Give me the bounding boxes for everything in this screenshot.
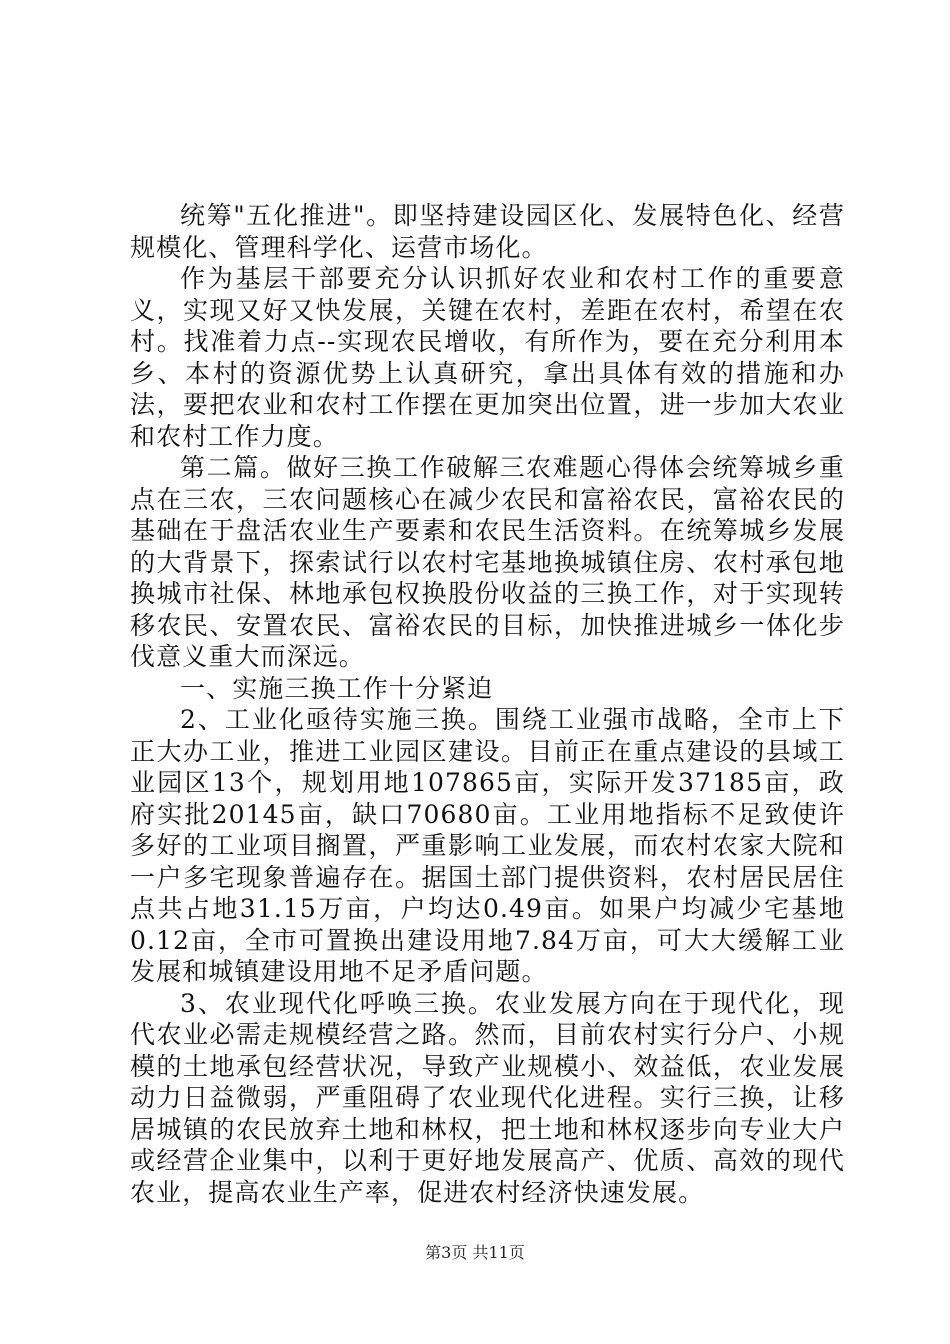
paragraph-industrialization: 2、工业化亟待实施三换。围绕工业强市战略，全市上下正大办工业，推进工业园区建设。目前正在重点建设的县域工业园区13个，规划用地107865亩，实际开发37185亩，政府实批20145亩，缺口70680亩。工业用地指标不足致使许多好的工业项目搁置，严重影响工业发展，而农村农家大院和一户多宅现象普遍存在。据国土部门提供资料，农村居民居住点共占地31.15万亩，户均达0.49亩。如果户均减少宅基地0.12亩，全市可置换出建设用地7.84万亩，可大大缓解工业发展和城镇建设用地不足矛盾问题。 (130, 705, 845, 986)
section-heading: 一、实施三换工作十分紧迫 (180, 673, 494, 703)
paragraph-five-modernizations: 统筹"五化推进"。即坚持建设园区化、发展特色化、经营规模化、管理科学化、运营市场化。 (130, 201, 845, 262)
document-body (130, 200, 845, 1208)
page-number-footer: 第3页 共11页 (425, 1243, 525, 1262)
paragraph-second-article: 第二篇。做好三换工作破解三农难题心得体会统筹城乡重点在三农，三农问题核心在减少农民和富裕农民，富裕农民的基础在于盘活农业生产要素和农民生活资料。在统筹城乡发展的大背景下，探索试行以农村宅基地换城镇住房、农村承包地换城市社保、林地承包权换股份收益的三换工作，对于实现转移农民、安置农民、富裕农民的目标，加快推进城乡一体化步伐意义重大而深远。 (130, 453, 845, 671)
paragraph-grassroots-cadres: 作为基层干部要充分认识抓好农业和农村工作的重要意义，实现又好又快发展，关键在农村，差距在农村，希望在农村。找准着力点--实现农民增收，有所作为，要在充分利用本乡、本村的资源优势上认真研究，拿出具体有效的措施和办法，要把农业和农村工作摆在更加突出位置，进一步加大农业和农村工作力度。 (130, 264, 845, 451)
paragraph-agricultural-modernization: 3、农业现代化呼唤三换。农业发展方向在于现代化，现代农业必需走规模经营之路。然而，目前农村实行分户、小规模的土地承包经营状况，导致产业规模小、效益低，农业发展动力日益微弱，严重阻碍了农业现代化进程。实行三换，让移居城镇的农民放弃土地和林权，把土地和林权逐步向专业大户或经营企业集中，以利于更好地发展高产、优质、高效的现代农业，提高农业生产率，促进农村经济快速发展。 (130, 988, 845, 1207)
